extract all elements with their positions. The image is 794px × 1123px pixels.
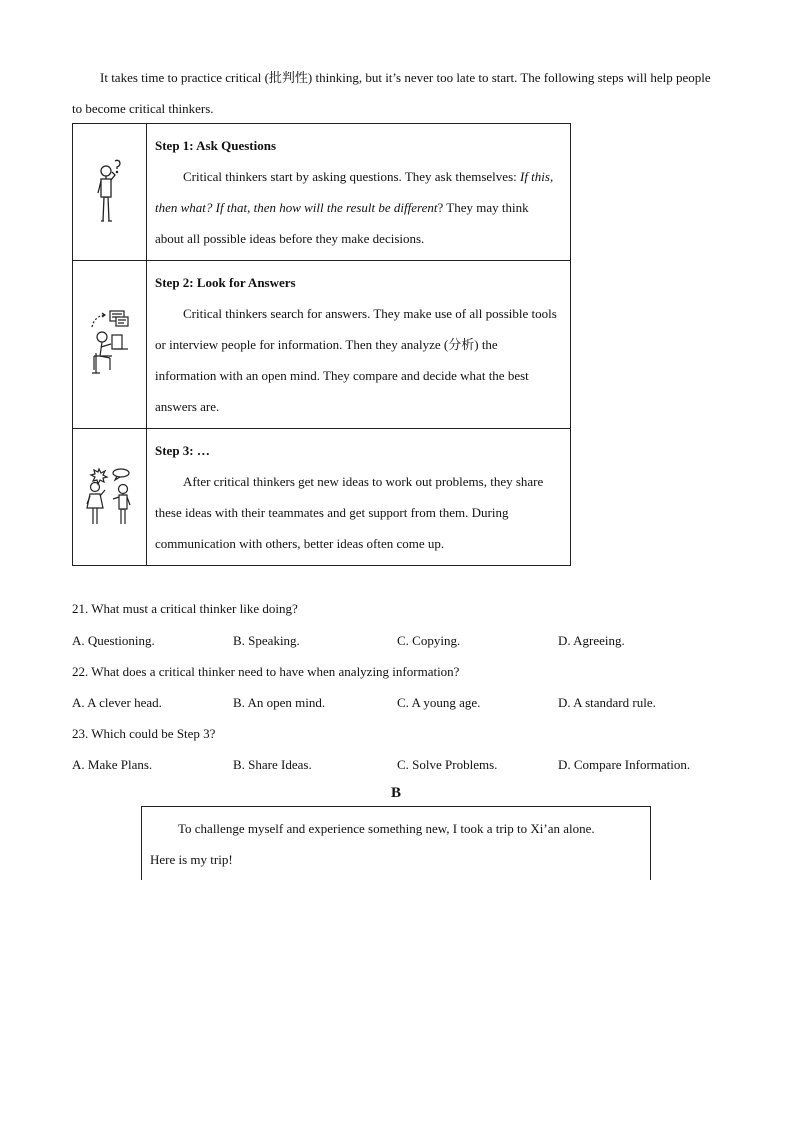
- section-b-line-1: To challenge myself and experience something new, I took a trip to Xi’an alone.: [178, 821, 595, 836]
- question-21: 21. What must a critical thinker like doing?: [72, 601, 298, 616]
- step-1-body-italic: If this, then what? If that, then how will the result be different: [155, 169, 554, 215]
- option-b: B. An open mind.: [233, 695, 326, 710]
- step-1-body-start: Critical thinkers start by asking questions. They ask themselves:: [183, 169, 520, 184]
- option-d: D. Compare Information.: [558, 757, 691, 772]
- step-2-title: Step 2: Look for Answers: [155, 275, 296, 290]
- step-row-2: [73, 261, 571, 429]
- step-row-1: [73, 124, 571, 261]
- option-b: B. Speaking.: [233, 633, 300, 648]
- step-1-image-cell: [73, 124, 147, 261]
- thinking-person-icon: [95, 159, 125, 225]
- step-2-image-cell: [73, 261, 147, 429]
- option-d: D. A standard rule.: [558, 695, 656, 710]
- section-b-line-2: Here is my trip!: [150, 852, 233, 867]
- two-people-talking-icon: [83, 467, 137, 527]
- step-3-image-cell: [73, 429, 147, 566]
- step-2-body: Critical thinkers search for answers. They make use of all possible tools or interview people for information. Then they analyze (分析) the information with an open mind. They compare and decide what the best answers are.: [155, 306, 557, 414]
- section-b-box: [141, 806, 651, 880]
- option-c: C. Copying.: [397, 633, 461, 648]
- person-at-computer-icon: [88, 305, 132, 385]
- option-d: D. Agreeing.: [558, 633, 625, 648]
- option-a: A. A clever head.: [72, 695, 162, 710]
- step-2-text-cell: [147, 261, 571, 429]
- steps-table: [72, 123, 571, 566]
- option-c: C. A young age.: [397, 695, 481, 710]
- step-1-text-cell: [147, 124, 571, 261]
- option-c: C. Solve Problems.: [397, 757, 498, 772]
- section-b-heading: B: [391, 785, 402, 801]
- step-1-body-end: ? They may think about all possible ideas before they make decisions.: [155, 200, 529, 246]
- option-b: B. Share Ideas.: [233, 757, 312, 772]
- question-22: 22. What does a critical thinker need to have when analyzing information?: [72, 664, 460, 679]
- intro-paragraph: It takes time to practice critical (批判性) thinking, but it’s never too late to start. The following steps will help people to become critical thinkers.: [72, 70, 711, 116]
- option-a: A. Make Plans.: [72, 757, 153, 772]
- step-3-title: Step 3: …: [155, 443, 210, 458]
- question-23: 23. Which could be Step 3?: [72, 726, 216, 741]
- step-3-text-cell: [147, 429, 571, 566]
- step-row-3: [73, 429, 571, 566]
- step-1-title: Step 1: Ask Questions: [155, 138, 276, 153]
- step-3-body: After critical thinkers get new ideas to work out problems, they share these ideas with their teammates and get support from them. During communication with others, better ideas often come up.: [155, 474, 544, 551]
- option-a: A. Questioning.: [72, 633, 155, 648]
- step-1-body: [155, 161, 560, 254]
